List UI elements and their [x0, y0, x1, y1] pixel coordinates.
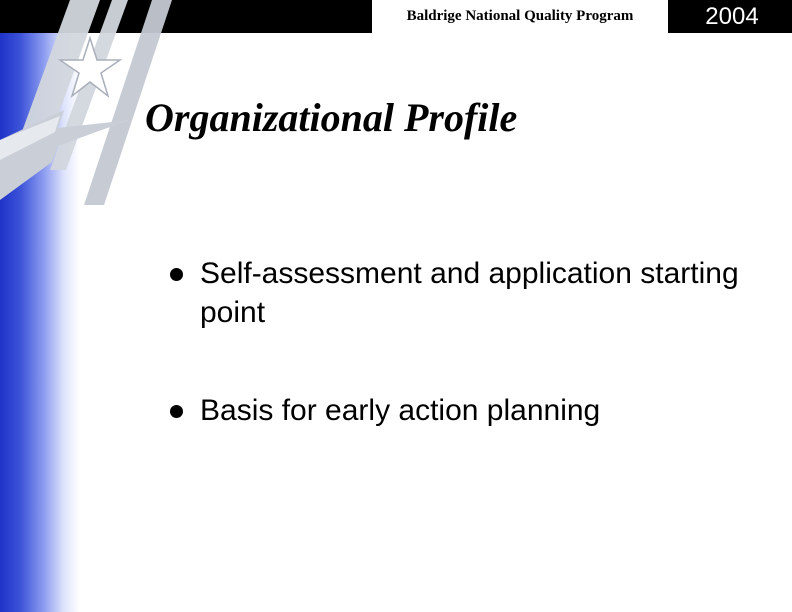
bullet-list	[160, 254, 760, 430]
bullet-text: Basis for early action planning	[200, 394, 601, 427]
year-label: 2004	[705, 3, 759, 30]
bullet-item	[160, 254, 760, 332]
bullet-text: Self-assessment and application starting point	[200, 257, 739, 329]
program-label: Baldrige National Quality Program	[372, 0, 668, 33]
bullet-item	[160, 391, 760, 430]
filled-circle-bullet-icon	[170, 405, 183, 418]
slide-title: Organizational Profile	[145, 95, 518, 140]
filled-circle-bullet-icon	[170, 268, 183, 281]
